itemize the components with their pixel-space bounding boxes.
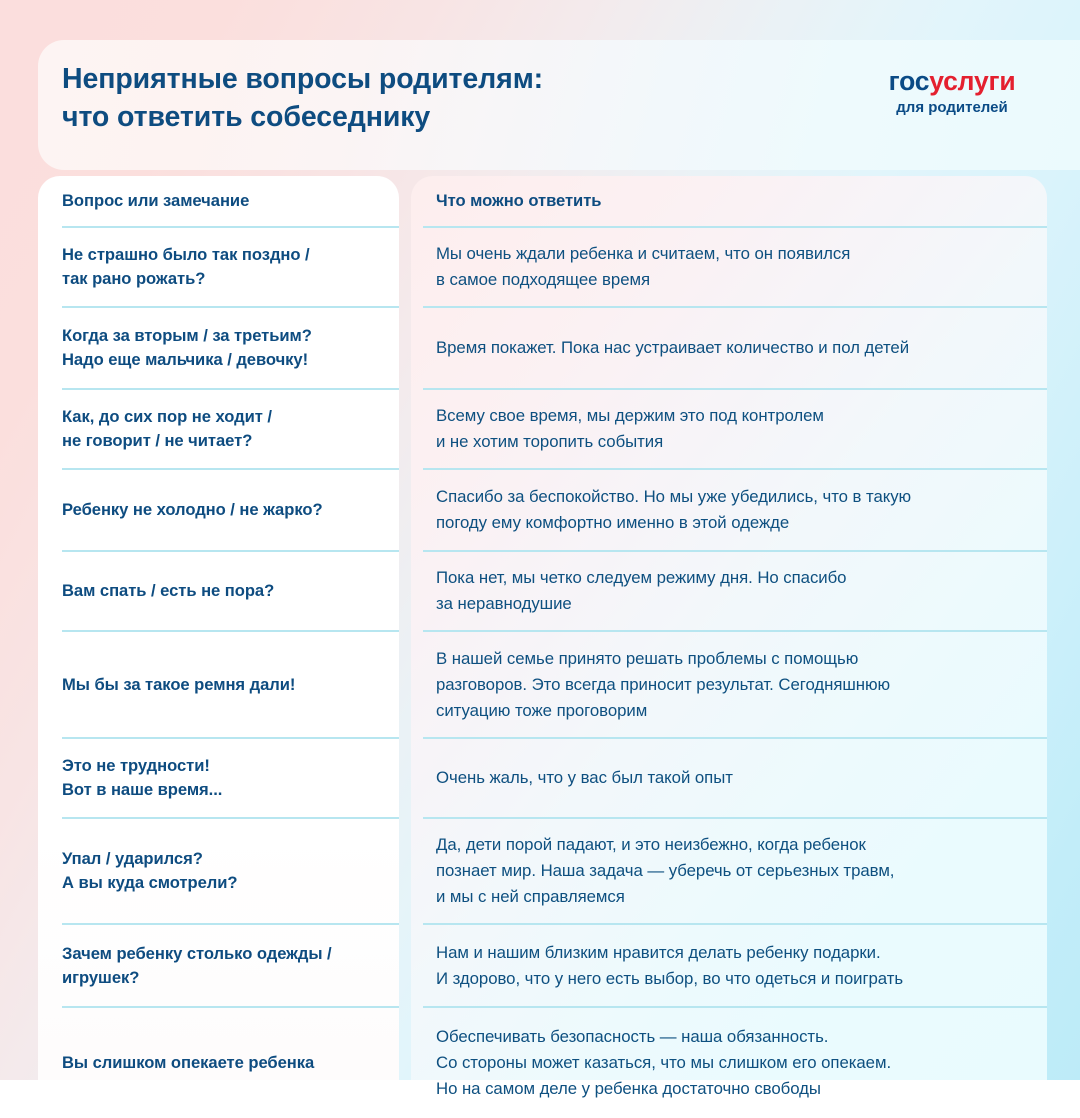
row-question: Как, до сих пор не ходит / не говорит / не читает? [62, 407, 272, 450]
page-title-line-1: Неприятные вопросы родителям: [62, 63, 544, 95]
row-answer: В нашей семье принято решать проблемы с помощью разговоров. Это всегда приносит результат. Сегодняшнюю ситуацию тоже проговорим [436, 648, 891, 720]
row-answer: Обеспечивать безопасность — наша обязанность. Со стороны может казаться, что мы слишком его опекаем. Но на самом деле у ребенка достаточно свободы [436, 1027, 892, 1098]
logo-subtitle: для родителей [896, 99, 1008, 116]
row-answer: Да, дети порой падают, и это неизбежно, когда ребенок познает мир. Наша задача — уберечь от серьезных травм, и мы с ней справляемся [436, 835, 895, 906]
header-card [38, 40, 1080, 170]
row-question: Вам спать / есть не пора? [62, 581, 275, 600]
gosuslugi-logo [852, 66, 1052, 117]
qa-table [38, 176, 1047, 1118]
table-header-row [38, 176, 1047, 226]
logo-word-part-2: услуги [929, 66, 1016, 96]
row-answer: Пока нет, мы четко следуем режиму дня. Но спасибо за неравнодушие [436, 568, 847, 613]
row-question: Когда за вторым / за третьим? Надо еще мальчика / девочку! [62, 326, 312, 369]
row-question: Вы слишком опекаете ребенка [62, 1053, 315, 1072]
page-title [62, 60, 543, 136]
row-question: Не страшно было так поздно / так рано рожать? [62, 245, 310, 288]
row-question: Это не трудности! Вот в наше время... [62, 756, 223, 799]
column-header-question: Вопрос или замечание [62, 191, 250, 210]
table-row [38, 228, 1047, 306]
logo-word-part-1: гос [888, 66, 930, 96]
table-row [38, 390, 1047, 468]
table-row [38, 470, 1047, 550]
row-answer: Мы очень ждали ребенка и считаем, что он появился в самое подходящее время [436, 244, 851, 289]
row-question: Зачем ребенку столько одежды / игрушек? [62, 943, 332, 987]
row-question: Ребенку не холодно / не жарко? [62, 500, 323, 519]
table-row [38, 552, 1047, 630]
row-answer: Нам и нашим близким нравится делать ребенку подарки. И здорово, что у него есть выбор, во что одеться и поиграть [436, 942, 904, 988]
table-row [38, 308, 1047, 388]
row-answer: Время покажет. Пока нас устраивает количество и пол детей [436, 338, 910, 357]
table-row [38, 819, 1047, 923]
column-header-answer: Что можно ответить [436, 191, 602, 210]
table-row [38, 632, 1047, 737]
row-question: Мы бы за такое ремня дали! [62, 674, 296, 694]
logo-wordmark [852, 66, 1052, 96]
row-answer: Очень жаль, что у вас был такой опыт [436, 768, 733, 787]
table-row [38, 925, 1047, 1006]
row-answer: Всему свое время, мы держим это под контролем и не хотим торопить события [436, 406, 824, 451]
row-answer: Спасибо за беспокойство. Но мы уже убедились, что в такую погоду ему комфортно именно в этой одежде [436, 487, 912, 532]
table-row [38, 739, 1047, 817]
row-question: Упал / ударился? А вы куда смотрели? [62, 849, 238, 892]
page-title-line-2: что ответить собеседнику [62, 101, 431, 133]
table-row [38, 1008, 1047, 1118]
